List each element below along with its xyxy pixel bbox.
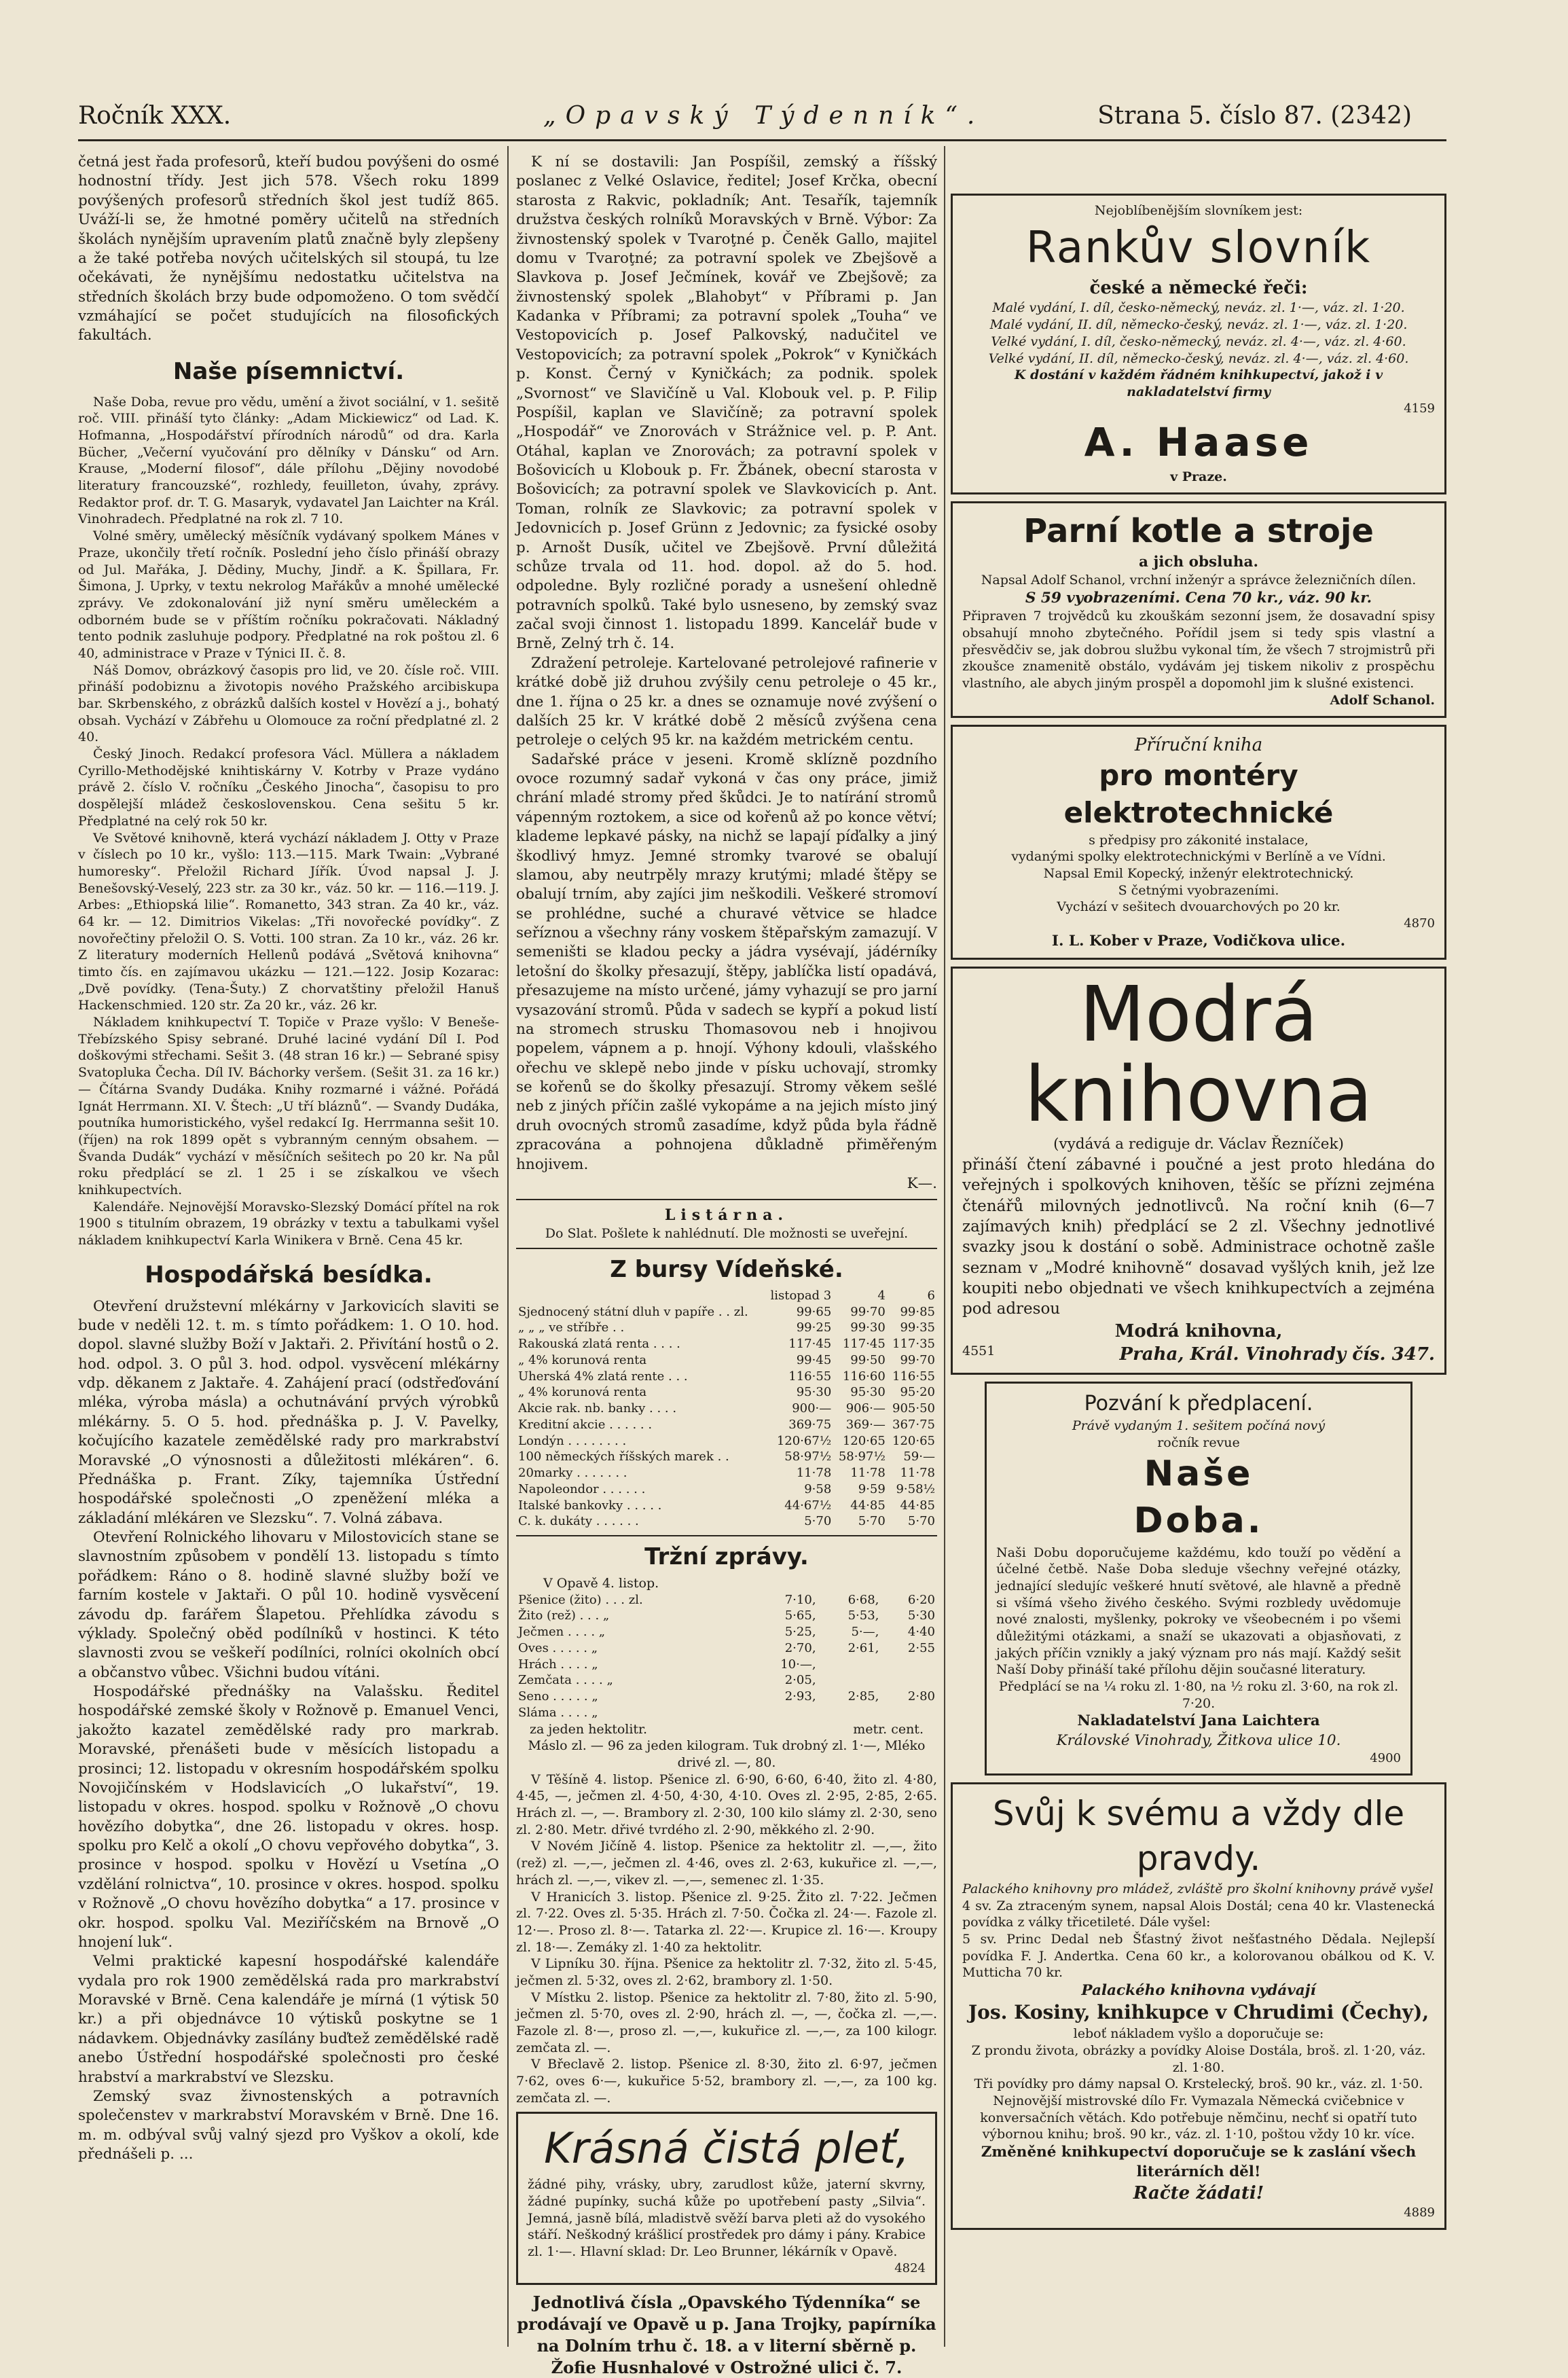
table-cell: 5·65, (784, 1608, 816, 1623)
ad6-line: 4 sv. Za ztraceným synem, napsal Alois Dostál; cena 40 kr. Vlastenecká povídka z války třicetileté. Dále vyšel: (962, 1898, 1435, 1930)
section-title-besidka: Hospodářská besídka. (145, 1261, 433, 1289)
table-cell: 99·35 (900, 1320, 935, 1335)
ad-rankuv-slovnik (951, 194, 1446, 494)
market-paragraph: V Hranicích 3. listop. Pšenice zl. 9·25. Žito zl. 7·22. Ječmen zl. 7·22. Oves zl. 5·35. Hrách zl. 7·50. Čočka zl. 24·—. Fazole zl. 12·—. Proso zl. 8·—. Tatarka zl. 22·—. Krupice zl. 16·—. Kroupy zl. 18·—. Zemáky zl. 1·40 za hektolitr. (516, 1889, 937, 1955)
table-cell: Napoleondor . . . . . . (518, 1481, 646, 1496)
trzni-title: Tržní zprávy. (644, 1543, 809, 1571)
article-paragraph: Kalendáře. Nejnovější Moravsko-Slezský Domácí přítel na rok 1900 s titulním obrazem, 19 obrázky v textu a tabulkami vyšel nákladem knihkupectví Karla Winikera v Brně. Cena 45 kr. (78, 1199, 499, 1248)
bursa-row (516, 1513, 937, 1530)
divider (516, 1199, 937, 1200)
newspaper-title: „Opavský Týdenník“. (543, 102, 985, 130)
table-cell: Zemčata . . . . „ (518, 1673, 613, 1688)
article-paragraph: Naše Doba, revue pro vědu, umění a život sociální, v 1. sešitě roč. VIII. přináší tyto články: „Adam Mickiewicz“ od Lad. K. Hofmanna, „Hospodářství přírodních národů“ od dra. Karla Bücher, „Večerní vyučování pro dělníky v Dánsku“ od Arn. Krause, „Moderní filosof“, dále přílohu „Dějiny novodobé literatury francouzské“, rozhledy, feuilleton, úvahy, zprávy. Redaktor prof. dr. T. G. Masaryk, vydavatel Jan Laichter na Král. Vinohradech. Předplatné na rok zl. 7 10. (78, 394, 499, 527)
table-cell: 120·65 (892, 1433, 935, 1448)
ad6-pre: Palackého knihovna vydávají (1081, 1982, 1316, 2000)
trzni-unit-hektolitr: za jeden hektolitr. (530, 1721, 648, 1737)
table-cell: 2·05, (784, 1673, 816, 1688)
table-header-row (516, 1288, 937, 1304)
table-cell: 5·25, (784, 1625, 816, 1640)
table-cell: 9·58 (804, 1481, 832, 1496)
ad3-line: vydanými spolky elektrotechnickými v Berlíně a ve Vídni. (1011, 849, 1386, 865)
table-cell: 2·61, (847, 1640, 879, 1655)
table-cell: 11·78 (796, 1466, 832, 1481)
bursa-row (516, 1384, 937, 1401)
ad-svuj-k-svemu (951, 1782, 1446, 2230)
ad4-title: Modrá knihovna (1024, 971, 1373, 1139)
article-paragraph: Otevření Rolnického lihovaru v Milostovicích stane se slavnostním způsobem v pondělí 13. listopadu s tímto pořádkem: Ráno o 8. hodině slavné služby boží ve farním kostele v Jaktaři. O půl 10. hodině vysvěcení závodu dp. farářem Šlapetou. Přehlídka závodu s výklady. Společný oběd podílníků v hostinci. K této slavnosti zvou se veškeří podílníci, rolníci okolních obcí a občanstvo vůbec. Všichni budou vítáni. (78, 1529, 499, 1681)
table-cell: 99·65 (796, 1304, 832, 1319)
market-paragraph: V Novém Jičíně 4. listop. Pšenice za hektolitr zl. —,—, žito (rež) zl. —,—, ječmen zl. 4·46, oves zl. 2·63, kukuřice zl. —,—, hrách zl. —,—, vikev zl. —,—, semenec zl. 1·35. (516, 1839, 937, 1888)
table-cell: 2·85, (847, 1689, 879, 1704)
table-cell: Kreditní akcie . . . . . . (518, 1417, 653, 1432)
table-cell: 99·45 (796, 1352, 832, 1367)
article-paragraph: Sadařské práce v jeseni. Kromě sklízně pozdního ovoce rozumný sadař vykoná v čas ony práce, jimiž chrání mladé stromy před škůdci. Je to natírání stromů vápenným roztokem, a sice od kořenů až po konce větví; klademe lepkavé pásky, na nichž se lapají píďalky a jiný škodlivý hmyz. Jemné stromky tvarové se obalují slamou, aby neutrpěly mrazy krutými; mladé štěpy se obalují trním, aby zajíci jim neškodili. Veškeré stromoví se prohlédne, suché a churavé větvice se hladce seříznou a všechny rány voskem štěpařským zamazují. V semeništi se kladou pecky a jádra vysévají, jádérníky letošní do školky přesazují, štěpy, jablíčka listí opadává, přesazujeme na místo určené, jámy vyhazují se pro jarní vysazování stromů. Půda v sadech se kypří a pokud listí na stromech strusku Thomasovou neb i hnojivou popelem, vápnem a p. hnojí. Výhony kdouli, vlašského ořechu ve sklepě nebo jinde v písku uchovají, stromky se kořenů se do školky přesazují. Stromy věkem sešlé neb z jiných příčin zašlé vykopáme a na jejich místo jiný druh ovocných stromů zasadíme, když půda byla řádně zpracována a pohnojena důkladně přiměřeným hnojivem. (516, 751, 937, 1173)
table-cell: 95·30 (796, 1385, 832, 1400)
ad-plet-text: žádné pihy, vrásky, ubry, zarudlost kůže, jaterní skvrny, žádné pupínky, suchá kůže po upotřebení pasty „Silvia“. Jemná, jasně bílá, mladistvě svěží barva pleti až do vysokého stáří. Neškodný krášlicí prostředek pro dámy i pány. Krabice zl. 1·—. Hlavní sklad: Dr. Leo Brunner, lékárník v Opavě. (528, 2177, 926, 2260)
table-cell: 99·85 (900, 1304, 935, 1319)
bursa-row (516, 1449, 937, 1465)
trzni-row (516, 1640, 937, 1657)
table-cell: 99·50 (850, 1352, 886, 1367)
table-cell: 20marky . . . . . . . (518, 1466, 627, 1481)
ad1-number: 4159 (1404, 401, 1435, 416)
trzni-row (516, 1624, 937, 1640)
table-cell (747, 1705, 818, 1721)
trzni-unit-cent: metr. cent. (853, 1721, 924, 1737)
ad2-author: Napsal Adolf Schanol, vrchní inženýr a správce železničních dílen. (981, 573, 1417, 588)
ad1-top: Nejoblíbenějším slovníkem jest: (1094, 203, 1303, 218)
ad1-city: v Praze. (1170, 469, 1227, 484)
table-cell: Akcie rak. nb. banky . . . . (518, 1401, 677, 1416)
table-cell: 116·60 (842, 1369, 886, 1384)
table-cell: Uherská 4% zlatá rente . . . (518, 1369, 688, 1384)
ad-parni-kotle (951, 501, 1446, 718)
section-title-pisemnictvi: Naše písemnictví. (172, 357, 405, 385)
author-signature: K—. (907, 1174, 937, 1192)
bursa-row (516, 1352, 937, 1369)
bursa-row (516, 1465, 937, 1481)
table-header-cell: listopad 3 (770, 1288, 832, 1303)
table-cell: 367·75 (892, 1417, 935, 1432)
table-cell: Sláma . . . . „ (518, 1705, 598, 1720)
table-cell: C. k. dukáty . . . . . . (518, 1514, 639, 1529)
table-cell: 117·45 (842, 1337, 886, 1352)
ad6-list-item: Z prondu života, obrázky a povídky Aloise Dostála, broš. zl. 1·20, váz. zl. 1·80. (971, 2043, 1426, 2075)
ad3-publisher: I. L. Kober v Praze, Vodičkova ulice. (1051, 932, 1346, 950)
table-cell: 5·70 (804, 1514, 832, 1529)
market-paragraph: V Lipníku 30. října. Pšenice za hektolitr zl. 7·32, žito zl. 5·45, ječmen zl. 5·32, oves zl. 2·62, brambory zl. 1·50. (516, 1956, 937, 1988)
ad1-line: Malé vydání, I. díl, česko-německý, neváz. zl. 1·—, váz. zl. 1·20. (992, 300, 1405, 316)
table-cell: 58·97½ (784, 1449, 832, 1464)
ad6-list-item: Tři povídky pro dámy napsal O. Krstelecký, broš. 90 kr., váz. zl. 1·50. (974, 2076, 1423, 2092)
table-cell: 5·—, (851, 1625, 879, 1640)
table-cell: 117·35 (892, 1337, 935, 1352)
ad5-number: 4900 (1370, 1751, 1401, 1766)
article-paragraph: Velmi praktické kapesní hospodářské kalendáře vydala pro rok 1900 zemědělská rada pro markrabství Moravské v Brně. Cena kalendáře je mírná (1 výtisk 50 kr.) a při objednávce 10 výtisků poskytne se 1 nádavkem. Objednávky zasílány buďtež zemědělské radě anebo Ústřední hospodářské společnosti pro české hrabství a markrabství ve Slezsku. (78, 1953, 499, 2086)
ad3-title: pro montéry elektrotechnické (1063, 758, 1334, 830)
article-paragraph: Zemský svaz živnostenských a potravních společenstev v markrabství Moravském v Brně. Dne 16. m. m. odbýval svůj valný sjezd pro Vyškov a okolí, kde přednášeli p. ... (78, 2087, 499, 2163)
table-cell: 116·55 (788, 1369, 832, 1384)
bursa-row (516, 1433, 937, 1449)
ad6-list-item: Nejnovější mistrovské dílo Fr. Vymazala Německá cvičebnice v konversačních větách. Kdo potřebuje němčinu, nechť si opatří tuto výbornou knihu; broš. 90 kr., váz. zl. 1·10, poštou vždy 10 kr. více. (980, 2093, 1417, 2142)
table-cell: 116·55 (892, 1369, 935, 1384)
ad4-text: přináší čtení zábavné i poučné a jest proto hledána do veřejných i spolkových knihoven, těšíc se přízni zejména čtenářů milovných jednotlivců. Na roční knih (6—7 zajímavých knih) předplácí se 2 zl. Všechny jednotlivé svazky jsou k dostání o sobě. Administrace ochotně zašle seznam v „Modré knihovně“ dosavad vyšlých knih, jež lze koupiti nebo objednati ve všech knihkupectvích a zejména pod adresou (962, 1155, 1435, 1318)
ad5-address: Královské Vinohrady, Žitkova ulice 10. (1056, 1731, 1341, 1749)
article-paragraph: Nákladem knihkupectví T. Topiče v Praze vyšlo: V Beneše-Třebízského Spisy sebrané. Druhé laciné vydání Díl I. Pod doškovými střechami. Sešit 3. (48 stran 16 kr.) — Sebrané spisy Svatopluka Čecha. Díl IV. Báchorky veršem. (Sešit 31. za 16 kr.) — Čítárna Svandy Dudáka. Knihy rozmarné i vážné. Pořádá Ignát Herrmann. XI. V. Štech: „U tří bláznů“. — Svandy Dudáka, poutníka humoristického, vyšel redakcí Ig. Herrmanna sešit 10. (říjen) na rok 1899 opět s vybranným cenným obsahem. — Švanda Dudák“ vychází v měsíčních sešitech po 20 kr. Na půl roku předplácí se zl. 1 25 i se získalkou ve všech knihkupectvích. (78, 1015, 499, 1197)
trzni-place: V Opavě 4. listop. (543, 1575, 659, 1591)
ad3-line: s předpisy pro zákonité instalace, (1089, 832, 1309, 848)
table-cell: 100 německých říšských marek . . (518, 1449, 729, 1464)
table-cell: Sjednocený státní dluh v papíře . . zl. (518, 1304, 748, 1319)
page-number: Strana 5. číslo 87. (2342) (1097, 102, 1412, 130)
ad6-number: 4889 (1404, 2205, 1435, 2220)
table-cell (818, 1657, 881, 1673)
trzni-row (516, 1689, 937, 1705)
table-header-cell: 4 (877, 1288, 886, 1303)
intro-paragraph: četná jest řada profesorů, kteří budou povýšeni do osmé hodnostní třídy. Jest jich 578. Všech roku 1899 povýšených profesorů středních škol jest tudíž 865. Uváží-li se, že hmotné poměry učitelů na středních školách nynějším upravením platů značně byly zlepšeny a že také potřeba nových učitelských sil stoupá, tu lze očekávati, že nynějšímu nedostatku učitelstva na středních školách brzy bude odpomoženo. O tom svědčí vzmáhající se počet studujících na filosofických fakultách. (78, 154, 499, 344)
trzni-row (516, 1672, 937, 1689)
table-cell: 95·20 (900, 1385, 935, 1400)
ad-jednotliva-cisla: Jednotlivá čísla „Opavského Týdenníka“ se prodávají ve Opavě u p. Jana Trojky, papírníka na Dolním trhu č. 18. a v literní sběrně p. Žofie Husnhalové v Ostrožné ulici č. 7. (517, 2292, 936, 2377)
ad-plet-title: Krásná čistá pleť, (544, 2123, 909, 2174)
table-cell: 369·75 (788, 1417, 832, 1432)
table-cell: 2·55 (907, 1640, 935, 1655)
table-cell: 99·70 (900, 1352, 935, 1367)
table-cell: 9·59 (858, 1481, 886, 1496)
table-cell: 99·70 (850, 1304, 886, 1319)
table-cell (881, 1705, 937, 1721)
table-cell: 11·78 (850, 1466, 886, 1481)
table-cell: „ 4% korunová renta (518, 1385, 647, 1400)
bursa-row (516, 1417, 937, 1433)
article-paragraph: Otevření družstevní mlékárny v Jarkovicích slaviti se bude v neděli 12. t. m. s tímto pořádkem: 1. O 10. hod. dopol. slavné služby Boží v Jaktaři. 2. Přivítání hostů o 2. hod. odpol. 3. O půl 3. hod. odpol. vysvěcení mlékárny vdp. děkanem z Jaktaře. 4. Zahájení prací (odstřeďování mléka, výroba másla) a ochutnávání prvých výrobků mlékárny. 5. O 5. hod. přednáška p. J. V. Pavelky, kočujícího kazatele zemědělské rady pro markrabství Moravské „O výnosnosti a důležitosti mlékáren“. 6. Přednáška p. Frant. Zíky, tajemníka Ústřední hospodářské společnosti „O zpeněžení mléka a základání mlékáren ve Slezsku“. 7. Volná zábava. (78, 1297, 500, 1527)
article-paragraph: Ve Světové knihovně, která vychází nákladem J. Otty v Praze v číslech po 10 kr., vyšlo: 113.—115. Mark Twain: „Vybrané humoresky“. Přeložil Richard Jířík. Úvod napsal J. J. Benešovský-Veselý, 223 str. za 30 kr., váz. 50 kr. — 116.—119. J. Arbes: „Ethiopská lilie“. Romanetto, 343 stran. Za 40 kr., váz. 64 kr. — 12. Dimitrios Vikelas: „Tři novořecké povídky“. Z novořečtiny přeložil O. S. Votti. 100 stran. Za 10 kr., váz. 26 kr. Z literatury moderních Hellenů podává „Světová knihovna“ timto čís. en zajímavou ukázku — 121.—122. Josip Kozarac: „Dvě povídky. (Tena-Šuty.) Z chorvatštiny přeložil Hanuš Hackenschmied. 120 str. Za 20 kr., váz. 26 kr. (78, 830, 499, 1013)
ad5-sub2: ročník revue (1157, 1435, 1240, 1450)
ad6-title: Svůj k svému a vždy dle pravdy. (992, 1793, 1405, 1878)
table-cell: Londýn . . . . . . . . (518, 1433, 627, 1448)
article-paragraph: Hospodářské přednášky na Valašsku. Ředitel hospodářské zemské školy v Rožnově p. Emanuel Venci, jakožto kazatel zemědělské rady pro markrab. Moravské, přenášeti bude v měsících listopadu a prosinci; 12. listopadu v okresním hospodářském spolku Novojičínském v Hodslavicích „O lukařství“, 19. listopadu v okres. hospod. spolku v Rožnově „O chovu hovězího dobytka“, dne 26. listopadu v okres. hosp. spolku pro Kelč a okolí „O chovu vepřového dobytka“, 3. prosince v hospod. spolku v Hovězí u Vsetína „O vzdělání rolnictva“, 10. prosince v okres. hospod. spolku v Rožnově „O chovu hovězího dobytka“ a 17. prosince v okr. hospod. spolku Val. Meziříčském na Brnově „O hnojení luk“. (78, 1683, 499, 1951)
table-cell: 9·58½ (896, 1481, 935, 1496)
bursa-row (516, 1481, 937, 1498)
ad6-line: Palackého knihovny pro mládež, zvláště pro školní knihovny právě vyšel (962, 1881, 1434, 1896)
article-paragraph: Volné směry, umělecký měsíčník vydávaný spolkem Mánes v Praze, ukončily třetí ročník. Poslední jeho číslo přináší obrazy od Jul. Mařáka, J. Dědiny, Muchy, Jindř. a K. Špillara, Fr. Šimona, J. Uprky, v textu nekrolog Mařákův a mnohé umělecké zprávy. Ve zdokonalování již nyní směru uměleckém a odborném bude se v příštím ročníku pokračovati. Nákladný tento podnik zasluhuje podpory. Předplatné na rok poštou zl. 6 40, administrace v Praze v Týnici II. č. 8. (78, 528, 499, 661)
ad2-text: Připraven 7 trojvědců ku zkouškám sezonní jsem, že dosavadní spisy obsahují mnoho zbytečného. Pořídil jsem si tedy spis vlastní a přesvědčiv se, jak dobrou službu vykonal tím, že všech 7 strojmistrů při zkoušce znamenitě obstálo, vydávám jej tiskem nikoliv z prospěchu vlastního, ale abych jiným prospěl a dopomohl jim k slušné existenci. (962, 609, 1435, 691)
column-divider-1 (507, 146, 509, 2347)
ad6-foot: Změněné knihkupectví doporučuje se k zaslání všech literárních děl! (981, 2144, 1417, 2180)
column-divider-2 (944, 146, 945, 2347)
ad3-line: Napsal Emil Kopecký, inženýr elektrotechnický. (1043, 866, 1354, 882)
table-cell (818, 1705, 881, 1721)
table-cell: Pšenice (žito) . . . zl. (518, 1592, 643, 1607)
table-cell: 120·67½ (776, 1433, 832, 1448)
table-cell (881, 1672, 937, 1689)
table-cell: 905·50 (892, 1401, 935, 1416)
table-cell: 44·85 (850, 1498, 886, 1513)
table-cell: 5·53, (847, 1608, 879, 1623)
table-cell: Žito (rež) . . . „ (518, 1608, 610, 1623)
ad5-top: Pozvání k předplacení. (1084, 1392, 1313, 1416)
table-cell: 6·68, (847, 1592, 879, 1607)
ad6-firm: Jos. Kosiny, knihkupce v Chrudimi (Čechy), (968, 2001, 1429, 2024)
table-cell: 906·— (845, 1401, 886, 1416)
table-cell: Seno . . . . . „ (518, 1689, 598, 1704)
listarna-title: Listárna. (664, 1206, 789, 1225)
ad6-list-item: leboť nákladem vyšlo a doporučuje se: (1073, 2026, 1324, 2042)
ad5-text: Naši Dobu doporučujeme každému, kdo touží po vědění a účelné četbě. Naše Doba sleduje všechny veřejné otázky, jednající sledujíc veškeré hnutí světové, ale hlavně a předně si všímá všeho živého českého. Svými rozbledy uvědomuje nové znalosti, myšlenky, pokroky ve všeobecném i po všemi důležitými otázkami, a snaží se ukazovati a objasňovati, z jakých příčin vznikly a jaký význam pro nás mají. Každý sešit Naší Doby přináší také přílohu dějin současné literatury. (996, 1545, 1401, 1678)
ad3-number: 4870 (1404, 916, 1435, 931)
table-cell: 6·20 (907, 1592, 935, 1607)
table-cell: 44·67½ (784, 1498, 832, 1513)
bursa-row (516, 1401, 937, 1417)
ad3-line: Vychází v sešitech dvouarchových po 20 kr. (1057, 899, 1341, 915)
table-cell: 4·40 (907, 1625, 935, 1640)
ad6-call: Račte žádati! (1133, 2182, 1264, 2203)
table-cell: Ječmen . . . . „ (518, 1625, 606, 1640)
ad5-title2: Doba. (1133, 1500, 1264, 1541)
ad1-dostani: K dostání v každém řádném knihkupectví, jakož i v nakladatelství firmy (1014, 367, 1383, 399)
volume-label: Ročník XXX. (78, 102, 232, 130)
table-cell: 900·— (792, 1401, 832, 1416)
table-cell: 99·30 (850, 1320, 886, 1335)
ad5-price: Předplácí se na ¼ roku zl. 1·80, na ½ roku zl. 3·60, na rok zl. 7·20. (998, 1679, 1399, 1711)
table-cell: 117·45 (788, 1337, 832, 1352)
market-paragraph: V Břeclavě 2. listop. Pšenice zl. 8·30, žito zl. 6·97, ječmen 7·62, oves 6·—, kukuřice 5·52, brambory zl. —,—, za 100 kg. zemčata zl. —. (516, 2057, 937, 2106)
bursa-title: Z bursy Vídeňské. (610, 1255, 843, 1283)
article-paragraph: Zdražení petroleje. Kartelované petrolejové rafinerie v krátké době již druhou zvýšily cenu petroleje o 45 kr., dne 1. října o 25 kr. a dnes se oznamuje nové zvýšení o dalších 25 kr. V krátké době 2 měsíců zvýšena cena petroleje o celých 95 kr. na každém metrickém centu. (516, 654, 937, 749)
table-cell (818, 1672, 881, 1689)
table-cell: 2·70, (784, 1640, 816, 1655)
ad1-line: Velké vydání, II. díl, německo-český, neváz. zl. 4·—, váz. zl. 4·60. (988, 350, 1409, 366)
ad-krasna-plet (516, 2112, 937, 2285)
table-cell: 10·—, (780, 1657, 816, 1672)
table-cell: 7·10, (784, 1592, 816, 1607)
ad2-price: S 59 vyobrazeními. Cena 70 kr., váz. 90 kr. (1025, 590, 1372, 607)
table-cell (881, 1657, 937, 1673)
table-cell: 95·30 (850, 1385, 886, 1400)
column-1 (78, 153, 499, 2354)
table-cell: 5·70 (858, 1514, 886, 1529)
ad3-line: S četnými vyobrazeními. (1118, 882, 1279, 898)
table-cell: „ „ „ ve stříbře . . (518, 1320, 625, 1335)
table-cell: 2·93, (784, 1689, 816, 1704)
ad5-sub1: Právě vydaným 1. sešitem počíná nový (1072, 1418, 1326, 1433)
trzni-row (516, 1592, 937, 1608)
table-cell: 44·85 (900, 1498, 935, 1513)
article-paragraph: K ní se dostavili: Jan Pospíšil, zemský a říšský poslanec z Velké Oslavice, ředitel; Josef Krčka, obecní starosta z Rakvic, pokladník; Ant. Tesařík, tajemník družstva českých rolníků Moravských v Brně. Výbor: Za živnostenský spolek v Tvaroţné p. Čeněk Gallo, majitel domu v Tvaroţné; za potravní spolek ve Zbejšově a Slavkova p. Josef Ječmínek, kovář ve Zbejšově; za živnostenský spolek „Blahobyt“ v Příbrami p. Jan Kadanka v Příbrami; za potravní spolek „Touha“ ve Vestopovicích p. Josef Palkovský, nadučitel ve Vestopovicích; za potravní spolek „Pokrok“ v Kyničkách p. Konst. Černý v Kyničkách; za podnik. spolek „Svornost“ ve Slavičíně u Val. Klobouk vel. p. P. Filip Pospíšil, kaplan ve Slavičíně; za potravní spolek „Hospodář“ ve Znorovách v Strážnice vel. p. P. Ant. Otáhal, kaplan ve Znorovách; za potravní spolek v Bošovicích u Klobouk p. Fr. Žbánek, obecní starosta v Bošovicích; za potravní spolek ve Slavkovicích p. Ant. Toman, rolník ze Slavkovic; za potravní spolek v Jedovnicích p. Josef Grünn z Jedovnic; za fysické osoby p. Arnošt Dusík, učitel ve Zbejšově. První důležitá schůze trvala od 11. hod. dopol. až do 5. hod. odpoledne. Byly rozličné porady a usnešení ohledně potravních spolků. Také bylo usneseno, by zemský svaz začal svoji činnost 1. listopadu 1899. Kancelář bude v Brně, Zelný trh č. 14. (516, 154, 937, 653)
table-cell: 11·78 (900, 1466, 935, 1481)
column-3 (951, 153, 1446, 2354)
ad-modra-knihovna (951, 967, 1446, 1375)
ad2-title: Parní kotle a stroje (1023, 511, 1374, 550)
trzni-note: Máslo zl. — 96 za jeden kilogram. Tuk drobný zl. 1·—, Mléko drivé zl. —, 80. (528, 1738, 926, 1771)
ad1-title: Rankův slovník (1025, 222, 1372, 273)
ad1-sub: české a německé řeči: (1089, 278, 1308, 299)
ad4-sub: (vydává a rediguje dr. Václav Řezníček) (1053, 1136, 1344, 1153)
table-cell: 2·80 (907, 1689, 935, 1704)
bursa-row (516, 1369, 937, 1385)
trzni-row (516, 1705, 937, 1721)
trzni-row (516, 1657, 937, 1673)
ad2-sub: a jich obsluha. (1139, 553, 1258, 571)
table-cell: 369·— (845, 1417, 886, 1432)
ad1-firm: A. Haase (1084, 419, 1313, 466)
table-cell: 120·65 (842, 1433, 886, 1448)
table-cell: 59·— (903, 1449, 935, 1464)
bursa-row (516, 1320, 937, 1336)
listarna-text: Do Slat. Pošlete k nahlédnutí. Dle možnosti se uveřejní. (545, 1226, 909, 1242)
market-paragraph: V Místku 2. listop. Pšenice za hektolitr zl. 7·80, žito zl. 5·90, ječmen zl. 5·70, oves zl. 2·90, hrách zl. —, —, čočka zl. —,—. Fazole zl. 8·—, proso zl. —,—, kukuřice zl. —,—, za 100 kilogr. zemčata zl. —. (516, 1989, 937, 2055)
column-2 (516, 153, 937, 2377)
table-cell: 5·30 (907, 1608, 935, 1623)
market-paragraph: V Těšíně 4. listop. Pšenice zl. 6·90, 6·60, 6·40, žito zl. 4·80, 4·45, —, ječmen zl. 4·50, 4·30, 4·10. Oves zl. 2·95, 2·85, 2·65. Hrách zl. —, —. Brambory zl. 2·30, 100 kilo slámy zl. 2·30, seno zl. 2·80. Metr. dřivé tvrdého zl. 2·90, měkkého zl. 2·90. (516, 1771, 937, 1837)
ad3-pre: Příruční kniha (1134, 734, 1263, 755)
ad-nase-doba (985, 1382, 1412, 1776)
table-cell: „ 4% korunová renta (518, 1352, 647, 1367)
bursa-row (516, 1498, 937, 1514)
article-paragraph: Český Jinoch. Redakcí profesora Václ. Müllera a nákladem Cyrillo-Methodějské knihtiskárny V. Kotrby v Praze vydáno právě 2. číslo V. ročníku „Českého Jinocha“, časopisu to pro dospělejší mládež československou. Cena sešitu 5 kr. Předplatné na celý rok 50 kr. (78, 746, 499, 829)
divider (516, 1535, 937, 1536)
ad5-title1: Naše (1144, 1454, 1254, 1495)
ad-prirucni-kniha (951, 725, 1446, 960)
ad5-publisher: Nakladatelství Jana Laichtera (1077, 1712, 1320, 1730)
table-cell: Hrách . . . . „ (518, 1657, 598, 1672)
ad4-addr1: Modrá knihovna, (1114, 1320, 1283, 1341)
table-cell: Oves . . . . . „ (518, 1640, 598, 1655)
bursa-table (516, 1288, 937, 1530)
ad6-line: 5 sv. Princ Dedal neb Šťastný život nešťastného Dědala. Nejlepší povídka F. J. Andertka. Cena 60 kr., a kolorovanou obálkou od K. V. Mutticha 70 kr. (962, 1931, 1435, 1981)
article-paragraph: Náš Domov, obrázkový časopis pro lid, ve 20. čísle roč. VIII. přináší podobiznu a životopis nového Pražského arcibiskupa bar. Skrbenského, z obrázků dalších kostel v Hovězí a j., bohatý obsah. Vychází v Zábřehu u Olomouce za roční předplatné zl. 2 40. (78, 662, 499, 745)
table-header-cell: 6 (927, 1288, 935, 1303)
trzni-row (516, 1608, 937, 1624)
ad2-sign: Adolf Schanol. (1330, 692, 1435, 708)
bursa-row (516, 1336, 937, 1352)
bursa-row (516, 1304, 937, 1320)
table-cell: Italské bankovky . . . . . (518, 1498, 662, 1513)
header-rule (78, 139, 1446, 141)
table-cell: 58·97½ (838, 1449, 886, 1464)
ad1-line: Velké vydání, I. díl, česko-německý, neváz. zl. 4·—, váz. zl. 4·60. (991, 334, 1406, 349)
table-cell: 99·25 (796, 1320, 832, 1335)
table-cell: Rakouská zlatá renta . . . . (518, 1337, 680, 1352)
ad4-number: 4551 (962, 1344, 996, 1358)
divider (516, 1248, 937, 1249)
trzni-table (516, 1592, 937, 1721)
ad-plet-number: 4824 (894, 2260, 926, 2275)
ad1-line: Malé vydání, II. díl, německo-český, neváz. zl. 1·—, váz. zl. 1·20. (989, 317, 1408, 333)
ad4-addr2: Praha, Král. Vinohrady čís. 347. (1119, 1344, 1435, 1365)
table-cell: 5·70 (907, 1514, 935, 1529)
